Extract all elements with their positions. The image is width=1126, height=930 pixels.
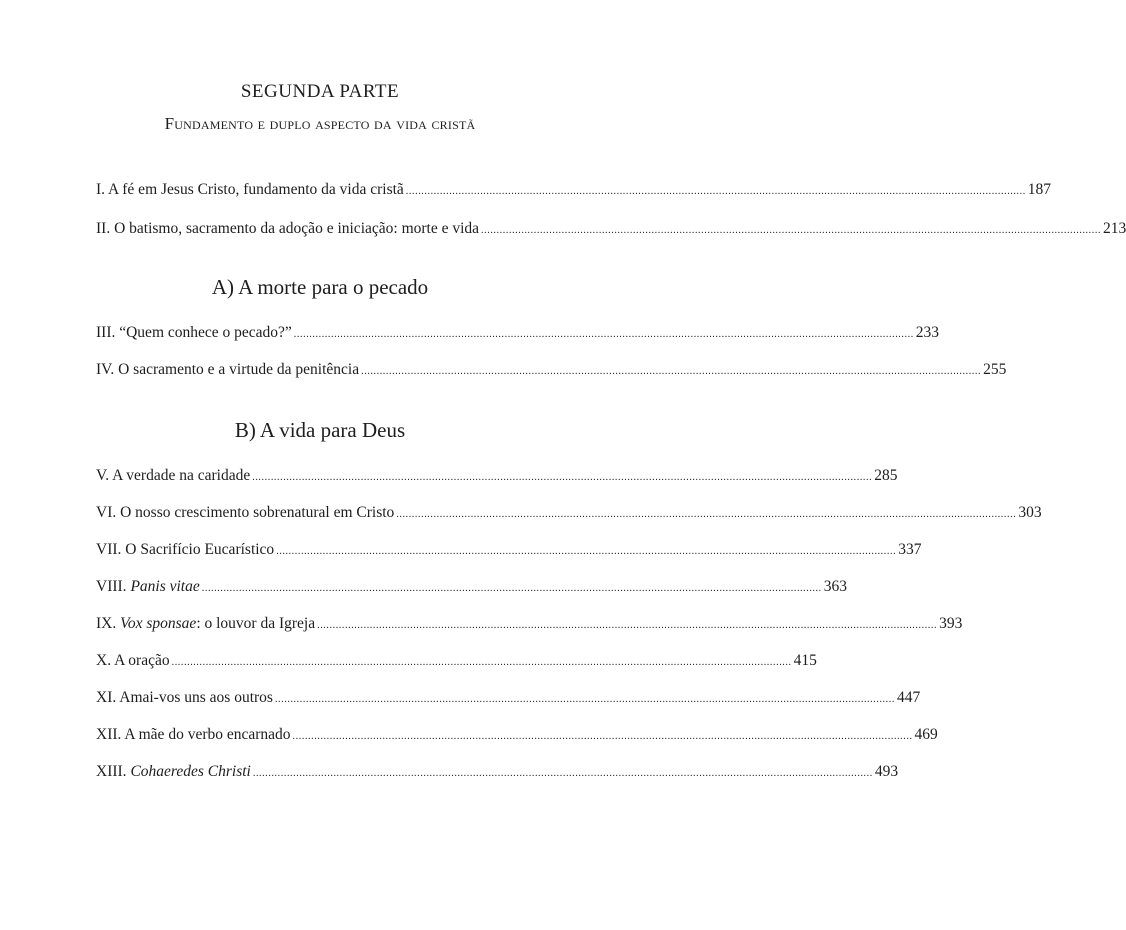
toc-entry[interactable] [96, 725, 938, 747]
toc-entry-number: XIII. [96, 763, 127, 780]
toc-entry-title [96, 577, 200, 597]
dot-leader: ........................................................................................................................................................................................................ [361, 366, 982, 377]
dot-leader: ........................................................................................................................................................................................................ [252, 768, 873, 779]
toc-entry[interactable] [96, 219, 1126, 241]
section-heading-b: B) A vida para Deus [234, 418, 406, 442]
toc-entry-number: VIII. [96, 578, 127, 595]
toc-entry[interactable] [96, 762, 899, 784]
part-subtitle: Fundamento e duplo aspecto da vida cristã [164, 114, 476, 133]
toc-entry-latin-title: Cohaeredes Christi [130, 763, 251, 780]
dot-leader: ........................................................................................................................................................................................................ [405, 186, 1026, 197]
toc-entry[interactable] [96, 180, 1052, 202]
dot-leader: ........................................................................................................................................................................................................ [171, 657, 792, 668]
toc-entry-page: 447 [896, 689, 921, 706]
toc-entry-number: IX. [96, 615, 117, 632]
toc-entry-title: I. A fé em Jesus Cristo, fundamento da vida cristã [96, 181, 404, 198]
toc-entry[interactable] [96, 577, 847, 599]
dot-leader: ........................................................................................................................................................................................................ [293, 329, 914, 340]
toc-entry[interactable] [96, 688, 921, 710]
dot-leader: ........................................................................................................................................................................................................ [292, 731, 913, 742]
toc-entry-page: 233 [915, 324, 940, 341]
toc-entry-page: 187 [1027, 181, 1052, 198]
toc-entry[interactable] [96, 360, 1007, 382]
dot-leader: ........................................................................................................................................................................................................ [201, 583, 822, 594]
toc-entry-title: X. A oração [96, 652, 170, 669]
toc-entry[interactable] [96, 651, 817, 673]
toc-entry-title: VI. O nosso crescimento sobrenatural em Cristo [96, 504, 395, 521]
toc-entry-page: 469 [914, 726, 938, 743]
toc-entry[interactable] [96, 323, 940, 345]
toc-entry-title: VII. O Sacrifício Eucarístico [96, 541, 275, 558]
toc-entry-title: III. “Quem conhece o pecado?” [96, 324, 292, 341]
toc-entry-latin-title: Panis vitae [130, 578, 200, 595]
toc-entry-page: 493 [874, 763, 899, 780]
toc-entry-title-rest: : o louvor da Igreja [196, 615, 316, 632]
toc-entry-latin-title: Vox sponsae [120, 615, 197, 632]
toc-entry-page: 255 [983, 361, 1007, 378]
section-heading-a: A) A morte para o pecado [211, 275, 429, 299]
toc-entry-title [96, 614, 315, 634]
dot-leader: ........................................................................................................................................................................................................ [252, 472, 873, 483]
toc-entry-page: 303 [1018, 504, 1042, 521]
toc-entry-page: 393 [939, 615, 963, 632]
toc-entry-title: XII. A mãe do verbo encarnado [96, 726, 291, 743]
toc-entry-page: 363 [823, 578, 847, 595]
toc-entry-title: XI. Amai-vos uns aos outros [96, 689, 273, 706]
toc-entry-page: 415 [793, 652, 817, 669]
part-title: SEGUNDA PARTE [240, 81, 400, 102]
toc-entry-title: V. A verdade na caridade [96, 467, 251, 484]
toc-entry-title: II. O batismo, sacramento da adoção e iniciação: morte e vida [96, 220, 480, 237]
dot-leader: ........................................................................................................................................................................................................ [481, 225, 1102, 236]
toc-entry[interactable] [96, 614, 963, 636]
toc-entry-page: 285 [874, 467, 898, 484]
toc-entry-page: 337 [898, 541, 922, 558]
dot-leader: ........................................................................................................................................................................................................ [317, 620, 938, 631]
toc-entry[interactable] [96, 503, 1042, 525]
dot-leader: ........................................................................................................................................................................................................ [396, 509, 1017, 520]
toc-entry[interactable] [96, 540, 922, 562]
dot-leader: ........................................................................................................................................................................................................ [276, 546, 897, 557]
toc-entry-title [96, 762, 251, 782]
toc-entry-title: IV. O sacramento e a virtude da penitência [96, 361, 360, 378]
dot-leader: ........................................................................................................................................................................................................ [274, 694, 895, 705]
toc-entry-page: 213 [1103, 220, 1126, 237]
toc-entry[interactable] [96, 466, 898, 488]
